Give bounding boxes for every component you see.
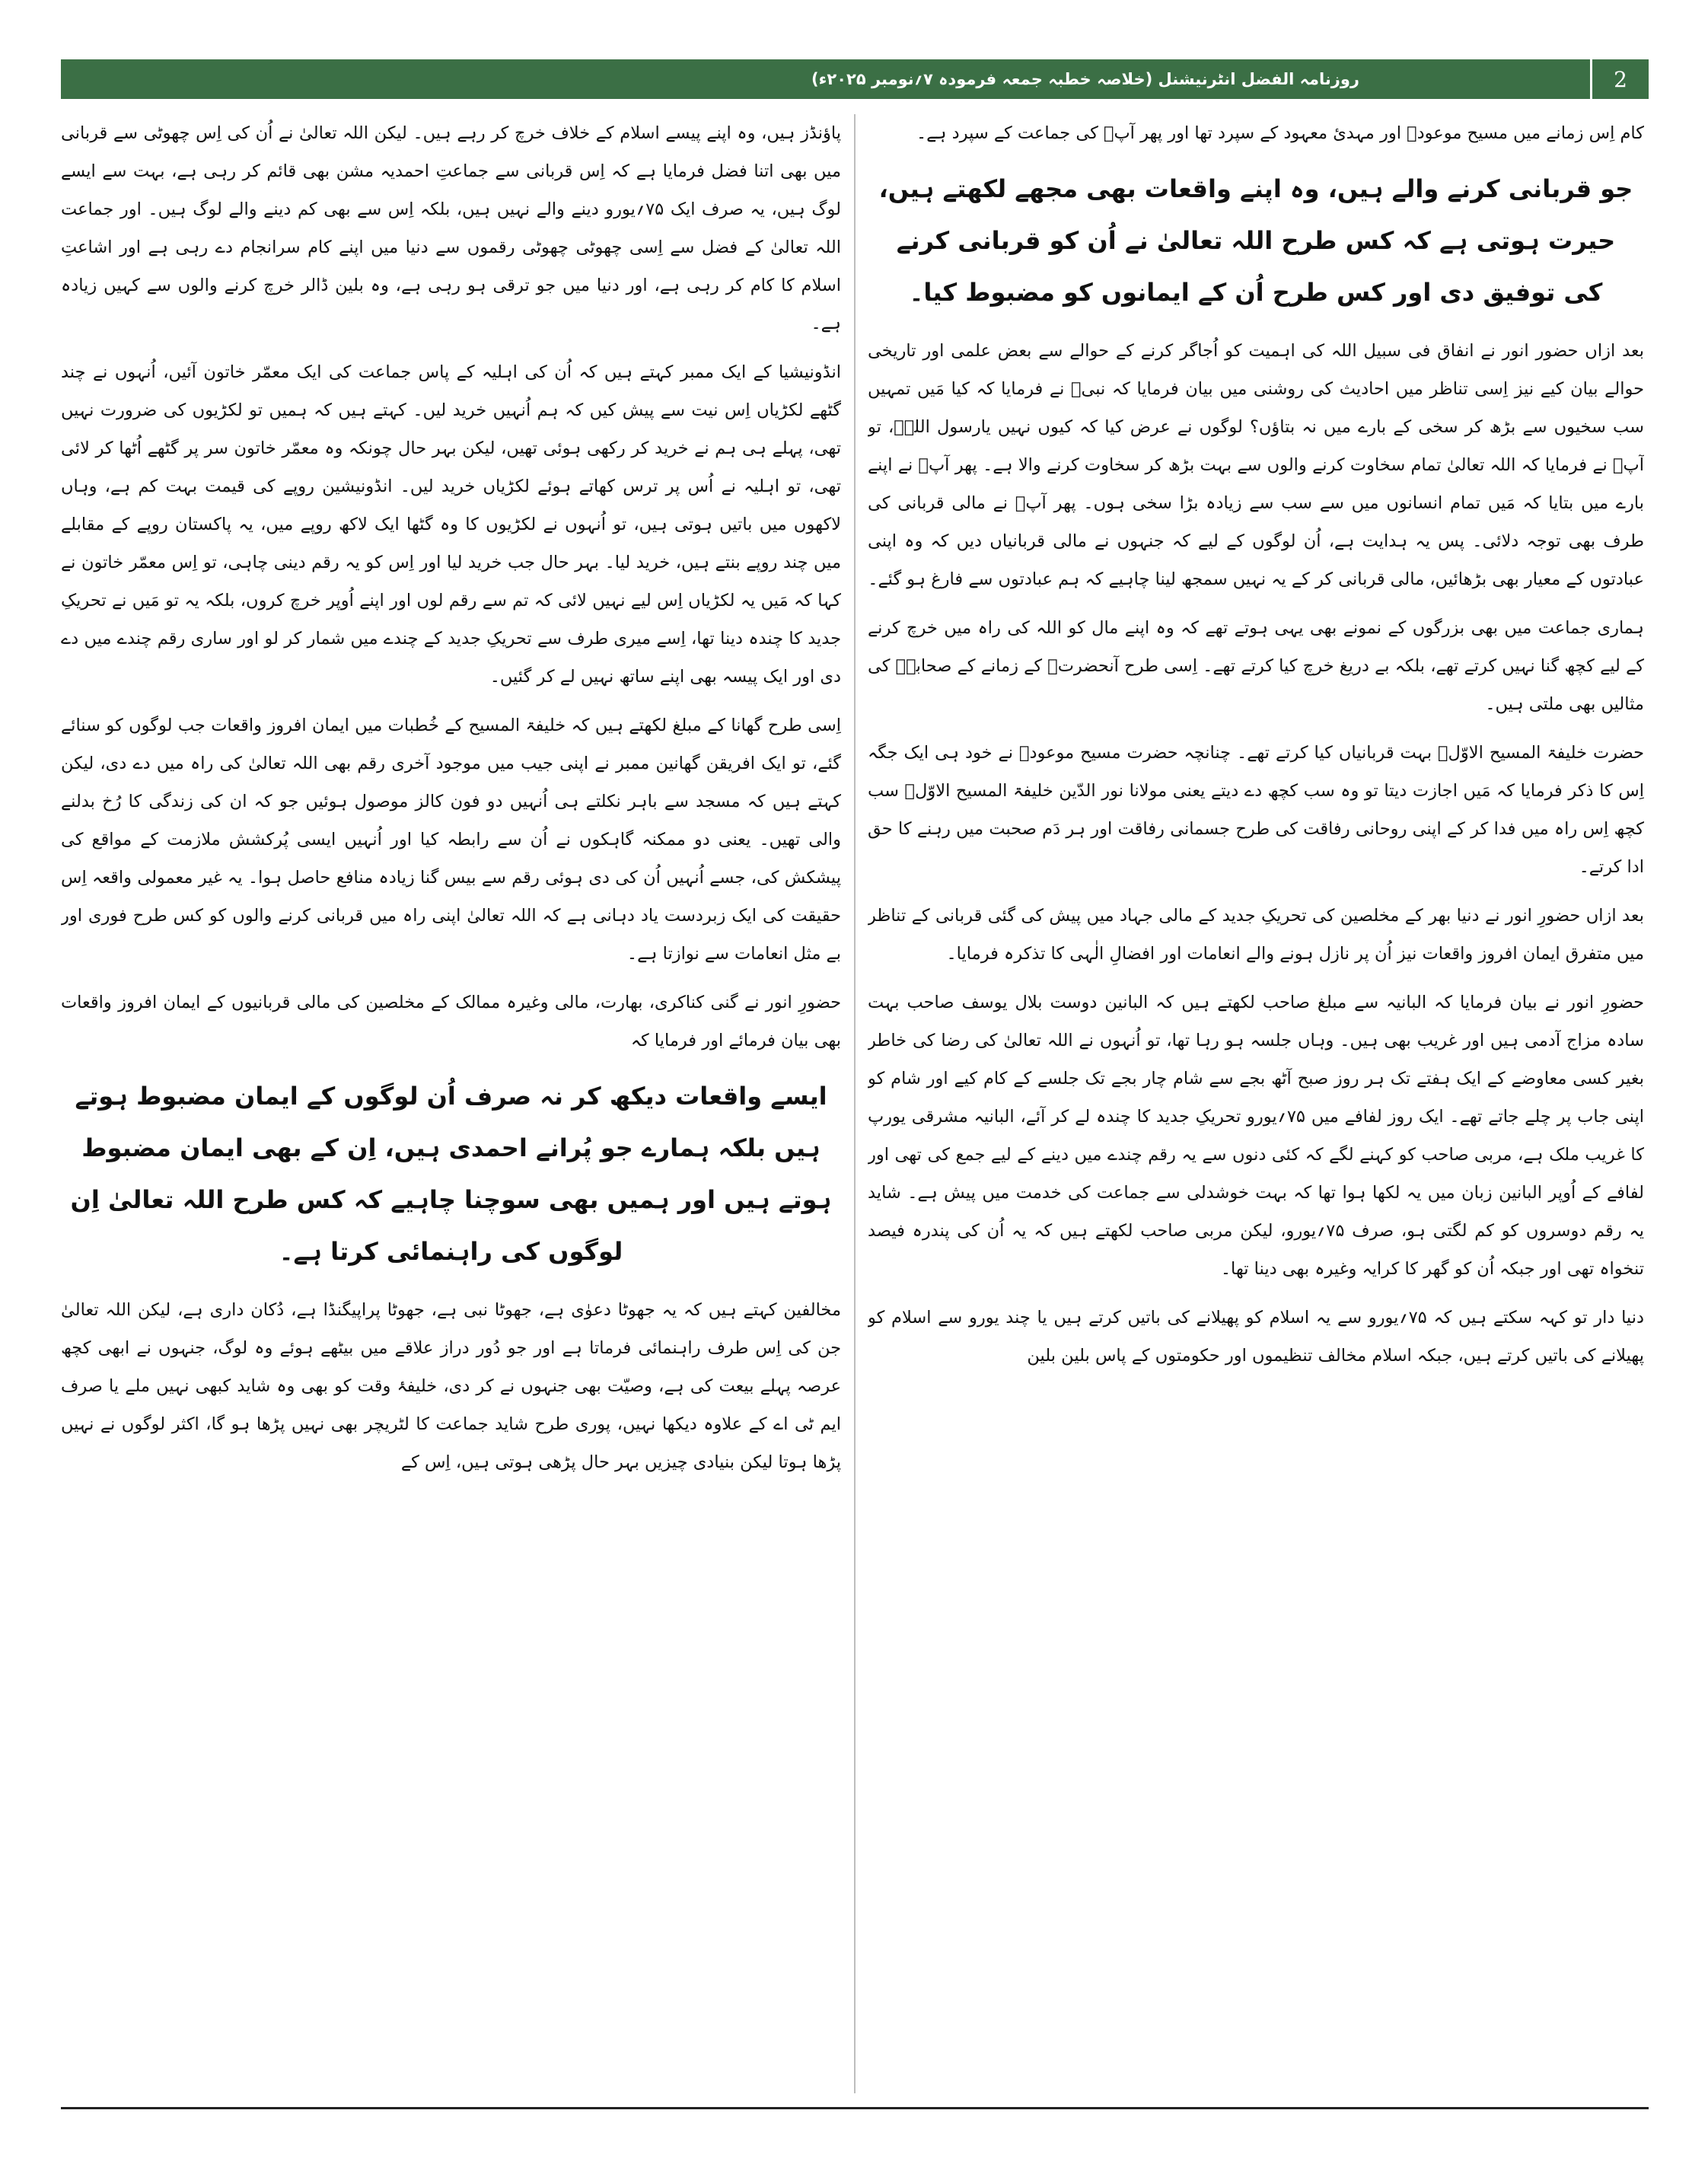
footer-rule — [61, 2107, 1649, 2109]
right-column — [868, 114, 1644, 2109]
page-number: 2 — [1590, 59, 1649, 99]
page-header — [61, 59, 1649, 99]
paragraph: اِسی طرح گھانا کے مبلغ لکھتے ہیں کہ خلیفۃ المسیح کے خُطبات میں ایمان افروز واقعات جب لوگوں کو سنائے گئے، تو ایک افریقن گھانین ممبر نے اپنی جیب میں موجود آخری رقم بھی اللہ تعالیٰ کی راہ میں دے دی، لیکن کہتے ہیں کہ مسجد سے باہر نکلتے ہی اُنہیں دو فون کالز موصول ہوئیں جو کہ ان کی زندگی کا رُخ بدلنے والی تھیں۔ یعنی دو ممکنہ گاہکوں نے اُن سے رابطہ کیا اور اُنہیں ایسی پُرکشش ملازمت کے مواقع کی پیشکش کی، جسے اُنہیں اُن کی دی ہوئی رقم سے بیس گنا زیادہ منافع حاصل ہوا۔ یہ غیر معمولی واقعہ اِس حقیقت کی ایک زبردست یاد دہانی ہے کہ اللہ تعالیٰ اپنی راہ میں قربانی کرنے والوں کو کس طرح فوری اور بے مثل انعامات سے نوازتا ہے۔ — [61, 716, 841, 964]
paragraph: حضرت خلیفۃ المسیح الاوّلؓ بہت قربانیاں کیا کرتے تھے۔ چنانچہ حضرت مسیح موعودؑ نے خود ہی ایک جگہ اِس کا ذکر فرمایا کہ مَیں اجازت دیتا تو وہ سب کچھ دے دیتے یعنی مولانا نور الدّین خلیفۃ المسیح الاوّلؓ سب کچھ اِس راہ میں فدا کر کے اپنی روحانی رفاقت کی طرح جسمانی رفاقت اور ہر دَم صحبت میں رہنے کا حق ادا کرتے۔ — [868, 743, 1644, 877]
header-title: روزنامہ الفضل انٹرنیشنل (خلاصہ خطبہ جمعہ فرمودہ ۷؍نومبر ۲۰۲۵ء) — [811, 70, 1359, 88]
paragraph: حضورِ انور نے گنی کناکری، بھارت، مالی وغیرہ ممالک کے مخلصین کی مالی قربانیوں کے ایمان افروز واقعات بھی بیان فرمائے اور فرمایا کہ — [61, 993, 841, 1050]
column-divider — [854, 114, 856, 2093]
pull-quote: جو قربانی کرنے والے ہیں، وہ اپنے واقعات بھی مجھے لکھتے ہیں، حیرت ہوتی ہے کہ کس طرح اللہ تعالیٰ نے اُن کو قربانی کرنے کی توفیق دی اور کس طرح اُن کے ایمانوں کو مضبوط کیا۔ — [878, 174, 1633, 307]
paragraph: دنیا دار تو کہہ سکتے ہیں کہ ۷۵؍یورو سے یہ اسلام کو پھیلانے کی باتیں کرتے ہیں یا چند یورو سے اسلام کو پھیلانے کی باتیں کرتے ہیں، جبکہ اسلام مخالف تنظیموں اور حکومتوں کے پاس بلین بلین — [868, 1308, 1644, 1366]
paragraph: بعد ازاں حضور انور نے انفاق فی سبیل اللہ کی اہمیت کو اُجاگر کرنے کے حوالے سے بعض علمی اور تاریخی حوالے بیان کیے نیز اِسی تناظر میں احادیث کی روشنی میں بیان فرمایا کہ نبیؐ نے فرمایا کہ کیا مَیں تمہیں سب سخیوں سے بڑھ کر سخی کے بارے میں نہ بتاؤں؟ لوگوں نے عرض کیا کہ کیوں نہیں یارسول اللہؐ، تو آپؐ نے فرمایا کہ اللہ تعالیٰ تمام سخاوت کرنے والوں سے بہت بڑھ کر سخاوت کرنے والا ہے۔ پھر آپؐ نے اپنے بارے میں بتایا کہ مَیں تمام انسانوں میں سے سب سے زیادہ بڑا سخی ہوں۔ پھر آپؐ نے مالی قربانی کی طرف بھی توجہ دلائی۔ پس یہ ہدایت ہے، اُن لوگوں کے لیے کہ جنہوں نے مالی قربانیاں دیں کہ وہ اپنی عبادتوں کے معیار بھی بڑھائیں، مالی قربانی کر کے یہ نہیں سمجھ لینا چاہیے کہ ہم عبادتوں سے فارغ ہو گئے۔ — [868, 341, 1644, 589]
paragraph: پاؤنڈز ہیں، وہ اپنے پیسے اسلام کے خلاف خرچ کر رہے ہیں۔ لیکن اللہ تعالیٰ نے اُن کی اِس چھوٹی سے قربانی میں بھی اتنا فضل فرمایا ہے کہ اِس قربانی سے جماعتِ احمدیہ مشن بھی قائم کر رہی ہے، بہت سے ایسے لوگ ہیں، یہ صرف ایک ۷۵؍یورو دینے والے نہیں ہیں، بلکہ اِس سے بھی کم دینے والے لوگ ہیں۔ اور جماعت اللہ تعالیٰ کے فضل سے اِسی چھوٹی چھوٹی رقموں سے دنیا میں اپنے کام سرانجام دے رہی ہے اور اشاعتِ اسلام کا کام کر رہی ہے، اور دنیا میں جو ترقی ہو رہی ہے، وہ بلین ڈالر خرچ کرنے والوں سے کہیں زیادہ ہے۔ — [61, 123, 841, 333]
paragraph: ہماری جماعت میں بھی بزرگوں کے نمونے بھی یہی ہوتے تھے کہ وہ اپنے مال کو اللہ کی راہ میں خرچ کرنے کے لیے کچھ گنا نہیں کرتے تھے، بلکہ بے دریغ خرچ کیا کرتے تھے۔ اِسی طرح آنحضرتؐ کے زمانے کے صحابہؓ کی مثالیں بھی ملتی ہیں۔ — [868, 618, 1644, 714]
paragraph: انڈونیشیا کے ایک ممبر کہتے ہیں کہ اُن کی اہلیہ کے پاس جماعت کی ایک معمّر خاتون آئیں، اُنہوں نے چند گٹھے لکڑیاں اِس نیت سے پیش کیں کہ ہم اُنہیں خرید لیں۔ کہتے ہیں کہ ہمیں تو لکڑیوں کی ضرورت نہیں تھی، پہلے ہی ہم نے خرید کر رکھی ہوئی تھیں، لیکن بہر حال چونکہ وہ معمّر خاتون سر پر گٹھے اُٹھا کر لائی تھی، تو اہلیہ نے اُس پر ترس کھاتے ہوئے لکڑیاں خرید لیں۔ انڈونیشین روپے کی قیمت بہت کم ہے، وہاں لاکھوں میں باتیں ہوتی ہیں، تو اُنہوں نے لکڑیوں کا وہ گٹھا ایک لاکھ روپے میں، یہ پاکستان روپے کے مقابلے میں چند روپے بنتے ہیں، خرید لیا۔ بہر حال جب خرید لیا اور اِس کو یہ رقم دینی چاہی، تو اِس معمّر خاتون نے کہا کہ مَیں یہ لکڑیاں اِس لیے نہیں لائی کہ تم سے رقم لوں اور اپنے اُوپر خرچ کروں، بلکہ یہ تو مَیں نے تحریکِ جدید کا چندہ دینا تھا، اِسے میری طرف سے تحریکِ جدید کے چندے میں شمار کر لو اور ساری رقم چندے میں دے دی اور ایک پیسہ بھی اپنے ساتھ نہیں لے کر گئیں۔ — [61, 362, 841, 687]
paragraph: بعد ازاں حضورِ انور نے دنیا بھر کے مخلصین کی تحریکِ جدید کے مالی جہاد میں پیش کی گئی قربانی کے تناظر میں متفرق ایمان افروز واقعات نیز اُن پر نازل ہونے والے انعامات اور افضالِ الٰہی کا تذکرہ فرمایا۔ — [868, 906, 1644, 964]
paragraph: کام اِس زمانے میں مسیح موعودؑ اور مہدئ معہود کے سپرد تھا اور پھر آپؑ کی جماعت کے سپرد ہے۔ — [916, 123, 1644, 143]
pull-quote: ایسے واقعات دیکھ کر نہ صرف اُن لوگوں کے ایمان مضبوط ہوتے ہیں بلکہ ہمارے جو پُرانے احمدی ہیں، اِن کے بھی ایمان مضبوط ہوتے ہیں اور ہمیں بھی سوچنا چاہیے کہ کس طرح اللہ تعالیٰ اِن لوگوں کی راہنمائی کرتا ہے۔ — [70, 1082, 832, 1266]
paragraph: حضورِ انور نے بیان فرمایا کہ البانیہ سے مبلغ صاحب لکھتے ہیں کہ البانین دوست بلال یوسف صاحب بہت سادہ مزاج آدمی ہیں اور غریب بھی ہیں۔ وہاں جلسہ ہو رہا تھا، تو اُنہوں نے اللہ تعالیٰ کی رضا کی خاطر بغیر کسی معاوضے کے ایک ہفتے تک ہر روز صبح آٹھ بجے سے شام چار بجے تک جلسے کے کام کیے اور شام کو اپنی جاب پر چلے جاتے تھے۔ ایک روز لفافے میں ۷۵؍یورو تحریکِ جدید کا چندہ لے کر آئے، البانیہ مشرقی یورپ کا غریب ملک ہے، مربی صاحب کو کہنے لگے کہ کئی دنوں سے یہ رقم چندے میں دینے کے لیے جمع کی تھی اور لفافے کے اُوپر البانین زبان میں یہ لکھا ہوا تھا کہ بہت خوشدلی سے جماعت کی خدمت میں پیش ہے۔ شاید یہ رقم دوسروں کو کم لگتی ہو، صرف ۷۵؍یورو، لیکن مربی صاحب لکھتے ہیں کہ یہ اُن کی پندرہ فیصد تنخواہ تھی اور جبکہ اُن کو گھر کا کرایہ وغیرہ بھی دینا تھا۔ — [868, 993, 1644, 1279]
left-column — [61, 114, 841, 2109]
paragraph: مخالفین کہتے ہیں کہ یہ جھوٹا دعوٰی ہے، جھوٹا نبی ہے، جھوٹا پراپیگنڈا ہے، دُکان داری ہے، لیکن اللہ تعالیٰ جن کی اِس طرف راہنمائی فرماتا ہے اور جو دُور دراز علاقے میں بیٹھے ہوئے وہ لوگ، جنہوں نے ابھی کچھ عرصہ پہلے بیعت کی ہے، وصیّت بھی جنہوں نے کر دی، خلیفۂ وقت کو بھی وہ شاید کبھی نہیں ملے یا صرف ایم ٹی اے کے علاوہ دیکھا نہیں، پوری طرح شاید جماعت کا لٹریچر بھی نہیں پڑھا ہو گا، اکثر لوگوں نے نہیں پڑھا ہوتا لیکن بنیادی چیزیں بہر حال پڑھی ہوتی ہیں، اِس کے — [61, 1300, 841, 1472]
